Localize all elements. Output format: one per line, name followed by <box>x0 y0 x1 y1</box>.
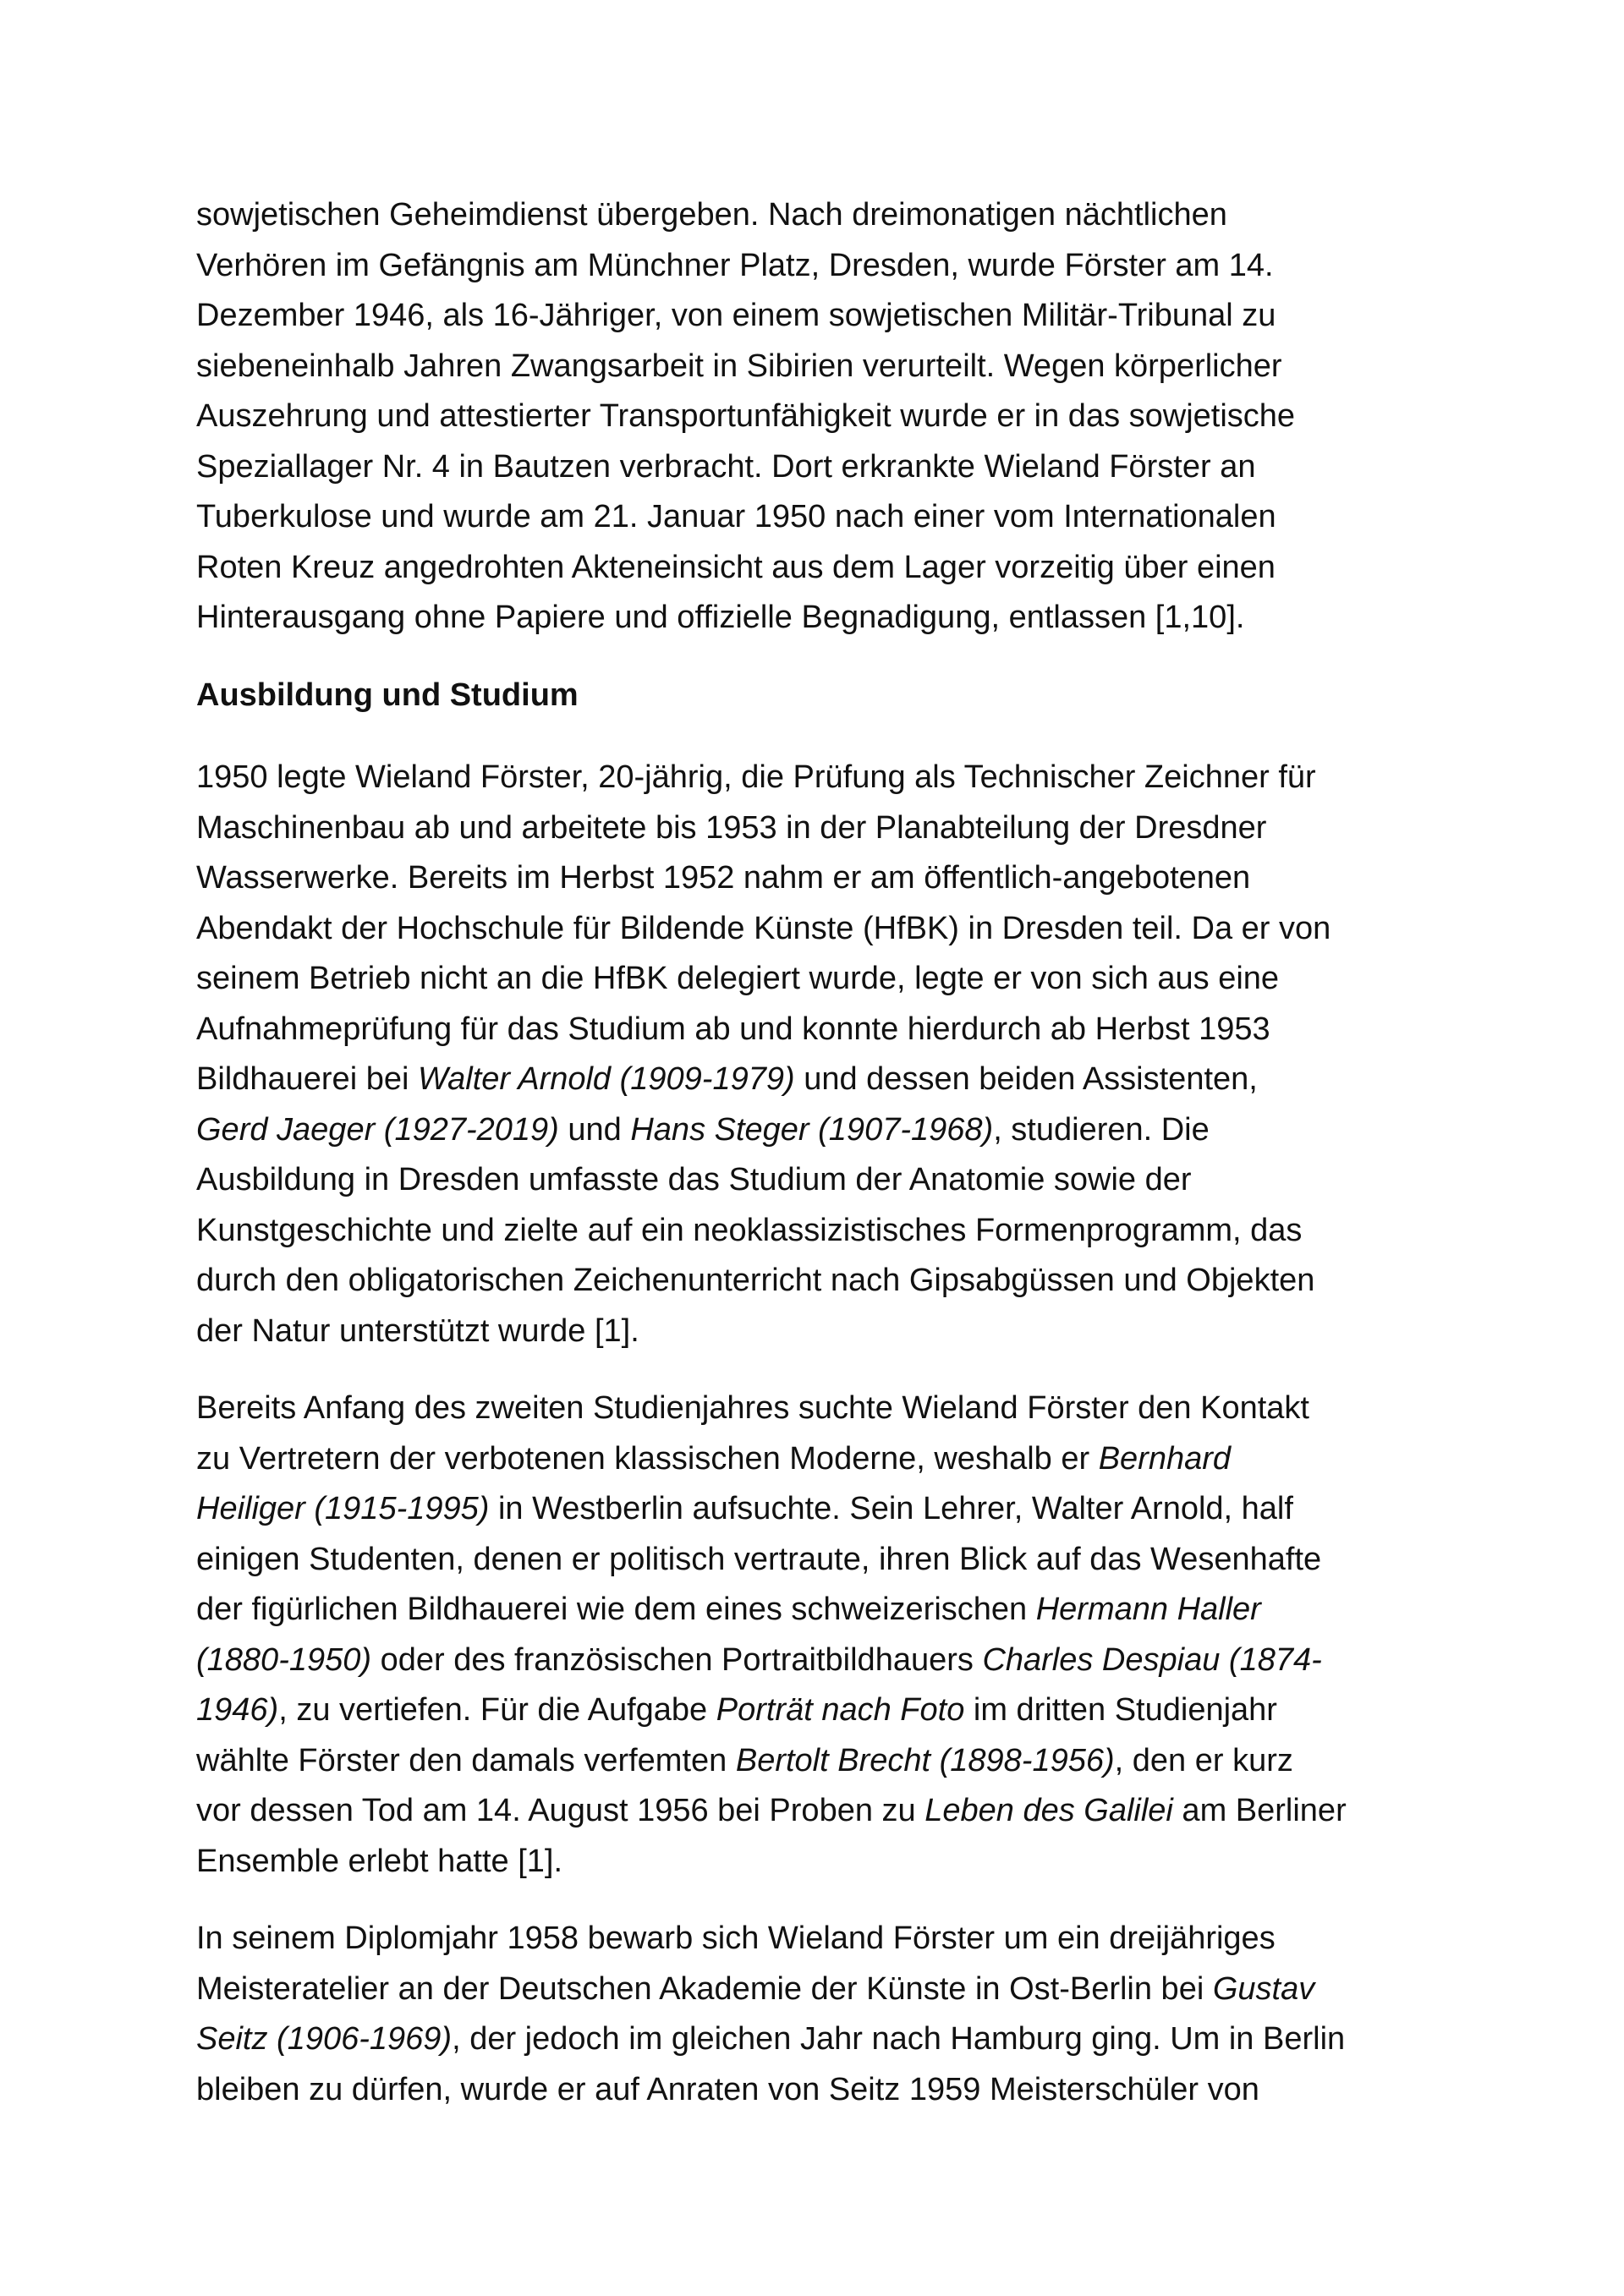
text-line: Verhören im Gefängnis am Münchner Platz, Dresden, wurde Förster am 14. <box>196 247 1274 283</box>
italic-reference: Bernhard <box>1098 1440 1232 1477</box>
text-line: Kunstgeschichte und zielte auf ein neoklassizistisches Formenprogramm, das <box>196 1212 1303 1248</box>
text-line: Roten Kreuz angedrohten Akteneinsicht aus dem Lager vorzeitig über einen <box>196 549 1276 585</box>
italic-reference: 1946) <box>196 1692 279 1728</box>
text-line: seinem Betrieb nicht an die HfBK delegiert wurde, legte er von sich aus eine <box>196 961 1280 996</box>
text-line: Abendakt der Hochschule für Bildende Künste (HfBK) in Dresden teil. Da er von <box>196 910 1331 946</box>
text-line: Gerd Jaeger (1927-2019) und Hans Steger (1907-1968), studieren. Die <box>196 1111 1210 1148</box>
text-line: einigen Studenten, denen er politisch vertraute, ihren Blick auf das Wesenhafte <box>196 1541 1322 1577</box>
text-line: (1880-1950) oder des französischen Portraitbildhauers Charles Despiau (1874- <box>196 1641 1322 1678</box>
text-line: In seinem Diplomjahr 1958 bewarb sich Wieland Förster um ein dreijähriges <box>196 1921 1276 1956</box>
text-line: vor dessen Tod am 14. August 1956 bei Proben zu Leben des Galilei am Berliner <box>196 1793 1347 1828</box>
text-line: Meisteratelier an der Deutschen Akademie der Künste in Ost-Berlin bei Gustav <box>196 1970 1315 2007</box>
italic-reference: Hans Steger (1907-1968) <box>630 1111 994 1148</box>
section-heading: Ausbildung und Studium <box>196 677 579 713</box>
text-line: Speziallager Nr. 4 in Bautzen verbracht. Dort erkrankte Wieland Förster an <box>196 448 1256 485</box>
text-line: Hinterausgang ohne Papiere und offizielle Begnadigung, entlassen [1,10]. <box>196 600 1245 635</box>
text-line: Ausbildung in Dresden umfasste das Studium der Anatomie sowie der <box>196 1162 1192 1197</box>
text-line: der figürlichen Bildhauerei wie dem eines schweizerischen Hermann Haller <box>196 1592 1261 1627</box>
intro-paragraph <box>196 190 1480 644</box>
italic-reference: Seitz (1906-1969) <box>196 2021 453 2057</box>
italic-reference: Porträt nach Foto <box>716 1692 965 1728</box>
education-paragraph <box>196 753 1480 1356</box>
text-line: Tuberkulose und wurde am 21. Januar 1950 nach einer vom Internationalen <box>196 499 1276 534</box>
text-line: siebeneinhalb Jahren Zwangsarbeit in Sibirien verurteilt. Wegen körperlicher <box>196 348 1282 384</box>
italic-reference: Charles Despiau (1874- <box>982 1641 1322 1678</box>
text-line: Maschinenbau ab und arbeitete bis 1953 in der Planabteilung der Dresdner <box>196 809 1267 846</box>
text-line: der Natur unterstützt wurde [1]. <box>196 1312 639 1349</box>
italic-reference: Gerd Jaeger (1927-2019) <box>196 1111 559 1148</box>
text-line: bleiben zu dürfen, wurde er auf Anraten von Seitz 1959 Meisterschüler von <box>196 2071 1259 2107</box>
text-line: wählte Förster den damals verfemten Bertolt Brecht (1898-1956), den er kurz <box>196 1742 1293 1778</box>
text-line: Wasserwerke. Bereits im Herbst 1952 nahm er am öffentlich-angebotenen <box>196 860 1251 896</box>
italic-reference: Leben des Galilei <box>924 1793 1173 1828</box>
text-line: Heiliger (1915-1995) in Westberlin aufsuchte. Sein Lehrer, Walter Arnold, half <box>196 1491 1293 1526</box>
text-line: Aufnahmeprüfung für das Studium ab und konnte hierdurch ab Herbst 1953 <box>196 1011 1270 1047</box>
text-line: Bereits Anfang des zweiten Studienjahres suchte Wieland Förster den Kontakt <box>196 1390 1309 1426</box>
italic-reference: Gustav <box>1212 1970 1315 2007</box>
text-line: Auszehrung und attestierter Transportunfähigkeit wurde er in das sowjetische <box>196 398 1296 434</box>
diplom-paragraph <box>196 1914 1480 2115</box>
text-line: Dezember 1946, als 16-Jähriger, von einem sowjetischen Militär-Tribunal zu <box>196 298 1276 333</box>
italic-reference: Heiliger (1915-1995) <box>196 1491 490 1526</box>
text-line: Seitz (1906-1969), der jedoch im gleichen Jahr nach Hamburg ging. Um in Berlin <box>196 2021 1346 2057</box>
italic-reference: Walter Arnold (1909-1979) <box>417 1061 795 1097</box>
text-line: sowjetischen Geheimdienst übergeben. Nach dreimonatigen nächtlichen <box>196 197 1227 233</box>
text-line: 1950 legte Wieland Förster, 20-jährig, die Prüfung als Technischer Zeichner für <box>196 759 1316 795</box>
text-line: Ensemble erlebt hatte [1]. <box>196 1843 563 1879</box>
italic-reference: Hermann Haller <box>1035 1592 1261 1627</box>
text-line: durch den obligatorischen Zeichenunterricht nach Gipsabgüssen und Objekten <box>196 1263 1315 1298</box>
italic-reference: Bertolt Brecht (1898-1956) <box>735 1742 1115 1778</box>
text-line: zu Vertretern der verbotenen klassischen Moderne, weshalb er Bernhard <box>196 1440 1232 1477</box>
text-line: Bildhauerei bei Walter Arnold (1909-1979) und dessen beiden Assistenten, <box>196 1061 1258 1097</box>
text-line: 1946), zu vertiefen. Für die Aufgabe Porträt nach Foto im dritten Studienjahr <box>196 1692 1277 1728</box>
italic-reference: (1880-1950) <box>196 1641 372 1678</box>
moderne-paragraph <box>196 1384 1480 1887</box>
